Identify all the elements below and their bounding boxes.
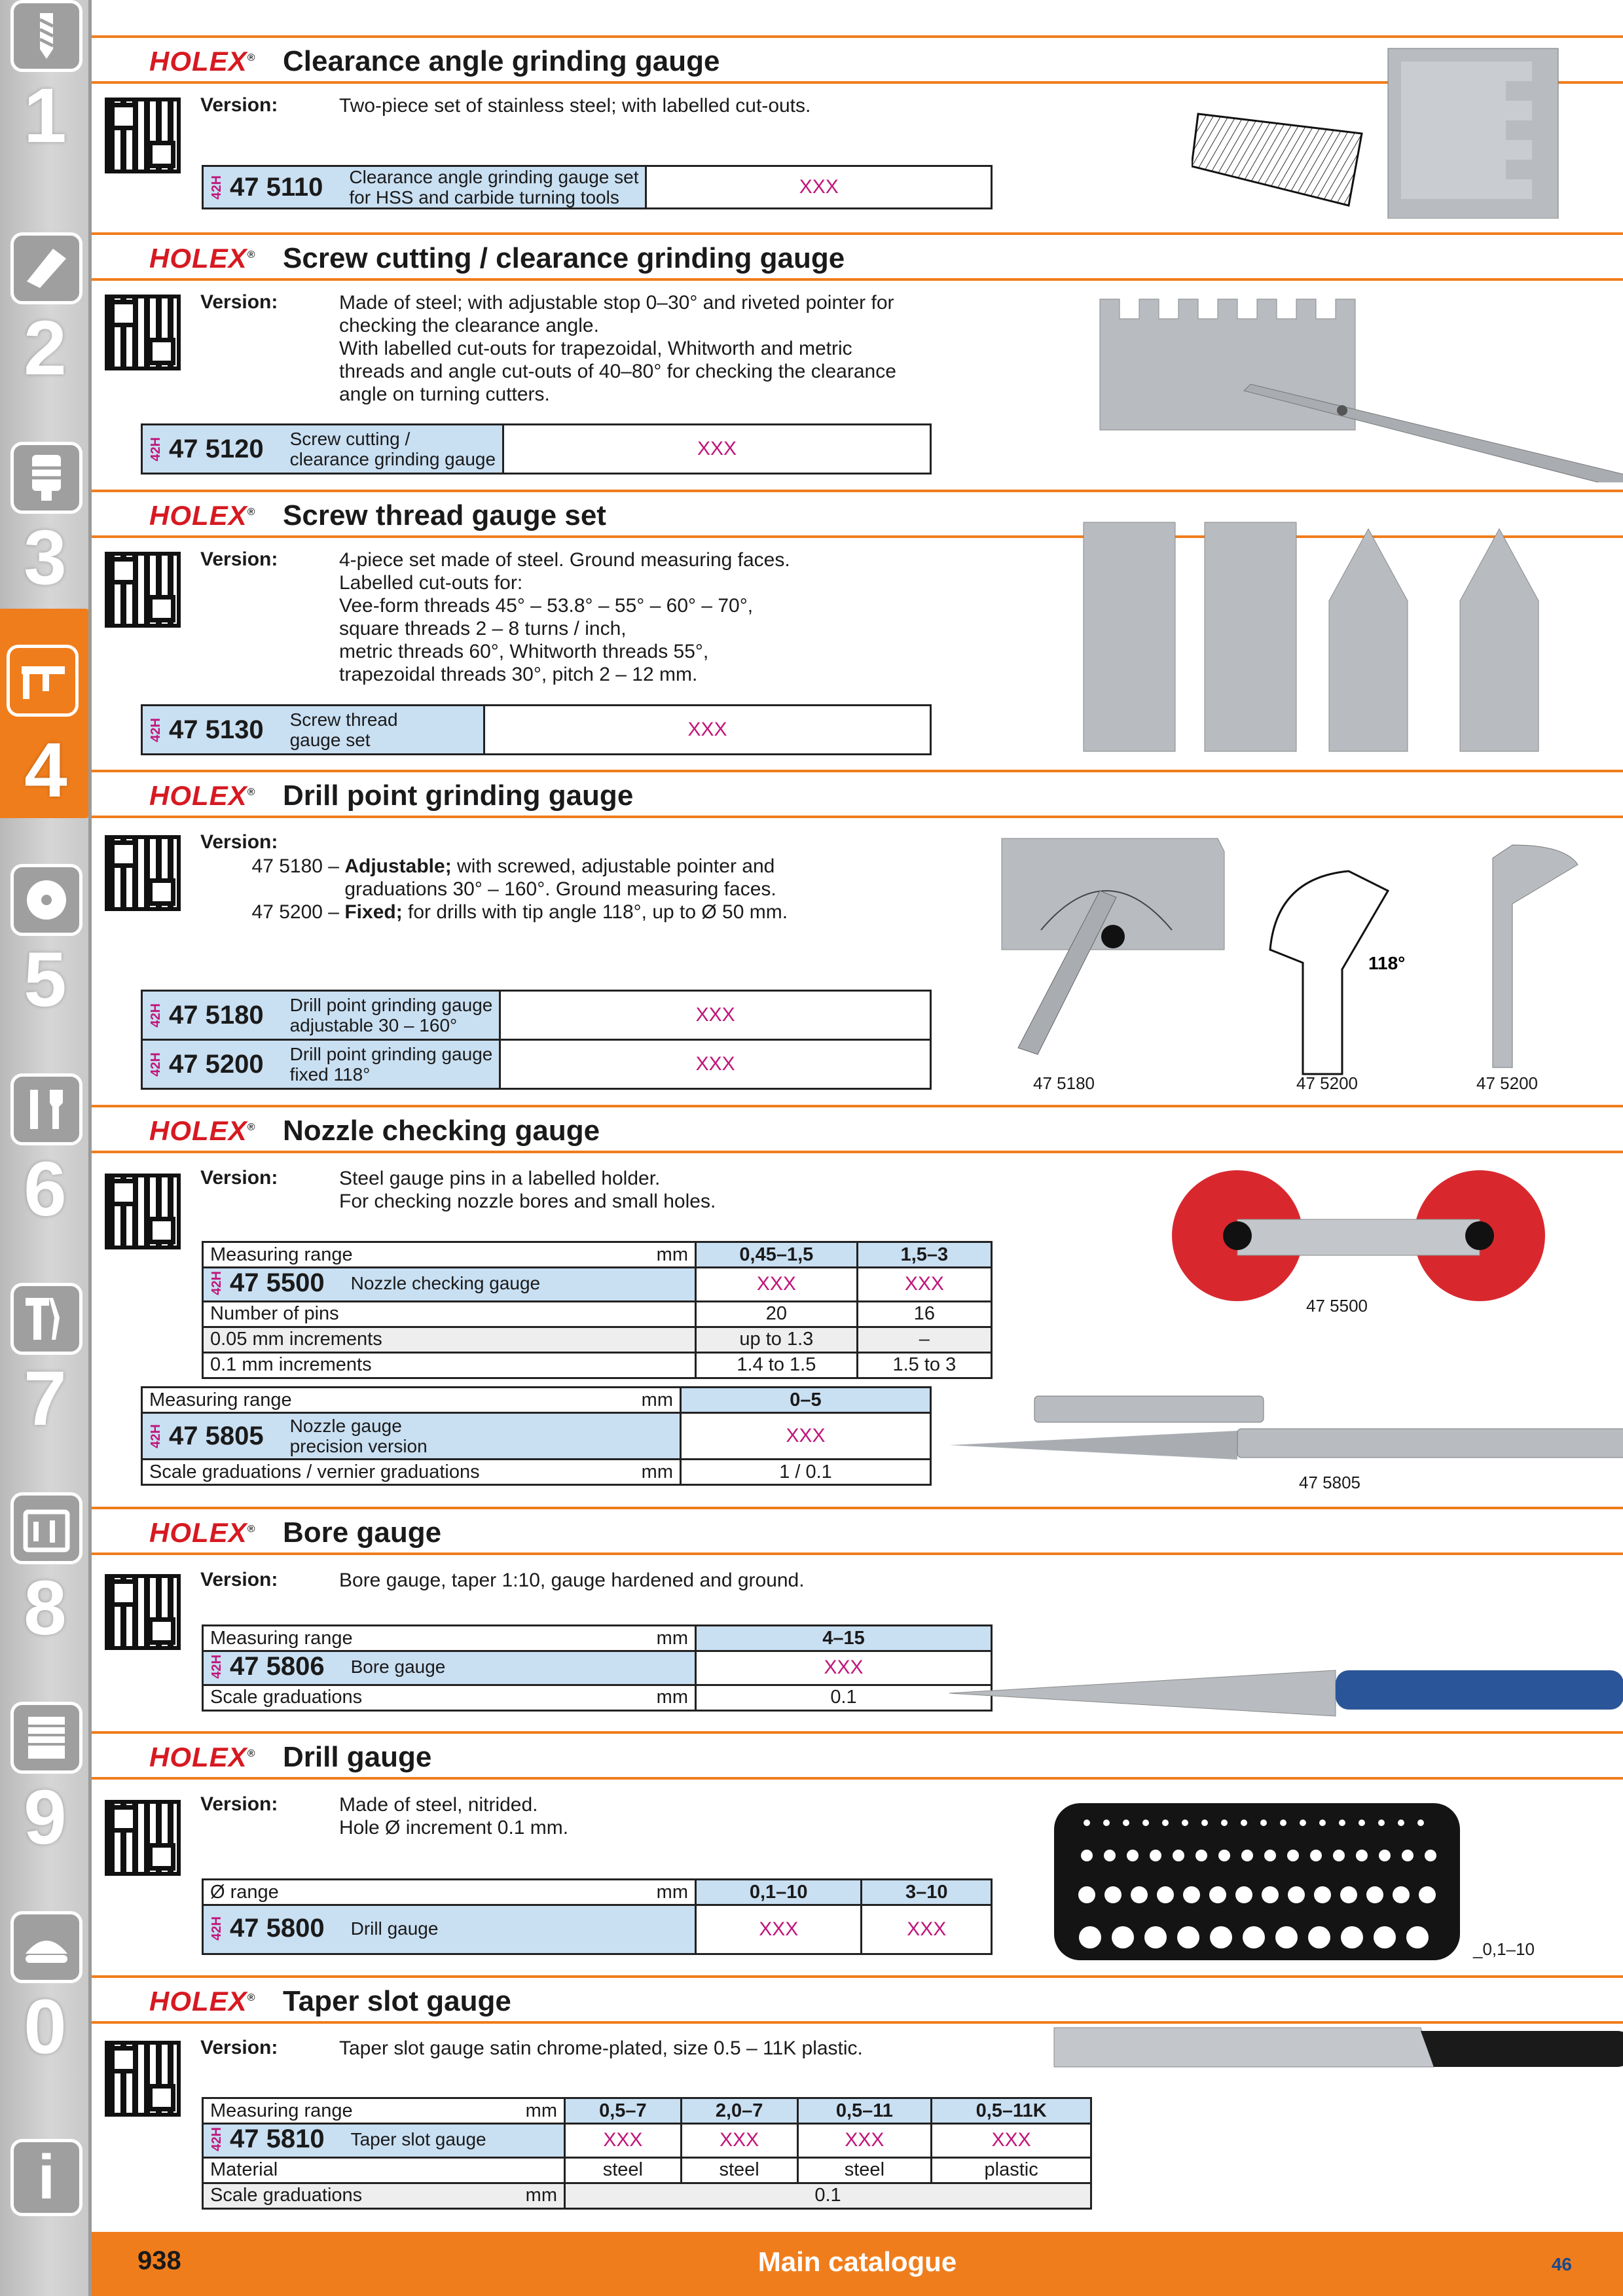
price: XXX [681,1413,931,1460]
image-caption: 47 5200 [1476,1073,1538,1093]
version-text: 4-piece set made of steel. Ground measuring faces. Labelled cut-outs for: Vee-form threads 45° – 53.8° – 55° – 60° – 70°, square threads 2 – 8 turns / inch, metric threads 60°, Whitworth threads 55°, trapezoidal threads 30°, pitch 2 – 12 mm. [339,549,790,685]
drill-point-gauge-image [989,832,1623,1081]
version-text: Taper slot gauge satin chrome-plated, size 0.5 – 11K plastic. [339,2037,863,2059]
range-column: 0,1–10 [696,1880,862,1905]
article-number[interactable]: 47 5805 [169,1421,264,1450]
product-table: 42H 47 5120 Screw cutting / clearance grinding gauge XXX [141,423,932,475]
price: XXX [696,1651,992,1685]
brand-logo: HOLEX® [149,243,256,274]
image-caption: 47 5805 [1299,1473,1360,1492]
section-title: Drill gauge [283,1741,432,1773]
price: XXX [857,1268,991,1302]
chapter-tab-9[interactable] [4,1702,86,1911]
range-column: 0,5–11 [797,2098,932,2124]
chapter-number: 8 [24,1565,67,1651]
price: XXX [696,1905,862,1954]
section-header [92,1731,1623,1780]
range-column: 0,5–11K [932,2098,1091,2124]
nozzle-gauge-table: Measuring range mm 0–5 42H 47 5805 Nozzle gauge precision version XXX Scale graduations / vernier graduations mm 1 / 0.1 [141,1386,932,1486]
catalogue-title: Main catalogue [757,2246,957,2277]
section-nozzle-checking [92,1105,1623,1511]
article-number[interactable]: 47 5500 [230,1268,325,1297]
section-title: Nozzle checking gauge [283,1115,600,1147]
article-number[interactable]: 47 5200 [169,1049,264,1079]
brand-logo: HOLEX® [149,1986,256,2017]
range-column: 4–15 [696,1626,992,1651]
price: XXX [646,166,992,209]
chapter-number: 2 [24,305,67,391]
version-row: 47 5200 – Fixed; for drills with tip angle 118°, up to Ø 50 mm. [251,901,788,923]
qr-code-icon[interactable] [105,2041,181,2117]
chapter-number: 3 [24,514,67,601]
chapter-tab-7[interactable] [4,1283,86,1492]
price: XXX [681,2124,797,2158]
pliers-icon [10,1283,82,1355]
section-header [92,232,1623,281]
page-footer [92,2232,1623,2296]
saw-icon [10,864,82,936]
screw-cutting-gauge-image [1093,293,1623,482]
brand-logo: HOLEX® [149,46,256,77]
section-bore-gauge [92,1507,1623,1736]
taper-slot-table: Measuring range mm 0,5–7 2,0–7 0,5–11 0,5–11K 42H 47 5810 Taper slot gauge XXX XXX XXX XXX Material steel steel steel plastic Scale graduations mm 0.1 [202,2097,1092,2210]
image-caption: 47 5500 [1306,1296,1368,1316]
section-title: Bore gauge [283,1516,442,1549]
version-label: Version: [200,1569,278,1590]
version-label: Version: [200,94,278,116]
price: XXX [862,1905,992,1954]
article-number[interactable]: 47 5120 [169,434,264,463]
chapter-tab-1[interactable] [4,0,86,209]
chapter-tab-4[interactable] [0,609,92,818]
drill-gauge-image [1048,1797,1467,1967]
brand-logo: HOLEX® [149,1517,256,1548]
version-label: Version: [200,1167,278,1189]
chapter-sidebar [0,0,92,2296]
chapter-tab-0[interactable] [4,1911,86,2121]
section-header [92,770,1623,818]
chapter-tab-5[interactable] [4,864,86,1073]
range-column: 0,5–7 [565,2098,682,2124]
version-label: Version: [200,548,278,570]
wrench-icon [10,1073,82,1145]
nozzle-table: Measuring range mm 0,45–1,5 1,5–3 42H 47 5500 Nozzle checking gauge XXX XXX Number of pins 20 16 0.05 mm increments up to 1.3 – 0.1 mm increments 1.4 to 1.5 1.5 to 3 [202,1241,993,1379]
article-number[interactable]: 47 5110 [230,172,323,202]
article-number[interactable]: 47 5810 [230,2125,325,2153]
article-number[interactable]: 47 5130 [169,715,264,744]
version-label: Version: [200,1793,278,1815]
cabinet-icon [10,1702,82,1774]
insert-icon [10,232,82,304]
section-drill-gauge [92,1731,1623,1980]
section-taper-slot [92,1975,1623,2224]
page-number: 938 [137,2246,181,2275]
section-header [92,1975,1623,2024]
nozzle-gauge-image [943,1393,1623,1465]
range-column: 0–5 [681,1388,931,1413]
qr-code-icon[interactable] [105,835,181,911]
price: XXX [484,706,931,755]
version-text: Two-piece set of stainless steel; with labelled cut-outs. [339,95,811,117]
clearance-gauge-image [1192,35,1611,219]
article-number[interactable]: 47 5180 [169,1000,264,1030]
section-title: Drill point grinding gauge [283,780,634,812]
chapter-tab-2[interactable] [4,232,86,442]
image-caption: 47 5180 [1033,1073,1095,1093]
chuck-icon [10,442,82,514]
price: XXX [932,2124,1091,2158]
section-screw-thread [92,490,1623,771]
screw-thread-gauge-image [1074,509,1623,758]
version-row: graduations 30° – 160°. Ground measuring faces. [344,878,776,900]
footer-small-number: 46 [1551,2254,1572,2274]
section-header [92,1105,1623,1153]
chapter-number: 5 [24,937,67,1023]
chapter-number: 7 [24,1355,67,1442]
version-label: Version: [200,831,278,853]
qr-code-icon[interactable] [105,295,181,370]
drill-icon [10,0,82,72]
article-cell: 42H 47 5110 Clearance angle grinding gauge set for HSS and carbide turning tools [203,166,646,209]
version-text: Made of steel, nitrided. Hole Ø increment 0.1 mm. [339,1794,569,1839]
price: XXX [565,2124,682,2158]
version-row: 47 5180 – Adjustable; with screwed, adjustable pointer and [251,855,775,877]
chapter-number: 4 [24,727,67,814]
brand-logo: HOLEX® [149,1115,256,1146]
chapter-number: 6 [24,1146,67,1232]
price: XXX [500,991,931,1040]
nozzle-checking-gauge-image [1126,1157,1611,1321]
chapter-tab-6[interactable] [4,1073,86,1283]
section-title: Screw thread gauge set [283,499,606,531]
taper-slot-gauge-image [1048,2021,1623,2080]
product-table: 42H 47 5130 Screw thread gauge set XXX [141,704,932,755]
version-text: Steel gauge pins in a labelled holder. For checking nozzle bores and small holes. [339,1168,716,1212]
section-title: Taper slot gauge [283,1985,511,2017]
chapter-number: 0 [24,1984,67,2070]
brand-logo: HOLEX® [149,780,256,811]
range-column: 1,5–3 [857,1242,991,1268]
price: XXX [797,2124,932,2158]
bore-gauge-table: Measuring range mm 4–15 42H 47 5806 Bore gauge XXX Scale graduations mm 0.1 [202,1624,993,1712]
version-label: Version: [200,2037,278,2058]
section-header [92,1507,1623,1555]
image-caption: _0,1–10 [1473,1939,1535,1959]
section-screw-cutting [92,232,1623,494]
image-caption: 47 5200 [1296,1073,1358,1093]
version-text: Bore gauge, taper 1:10, gauge hardened and ground. [339,1570,805,1591]
info-icon: i [10,2139,82,2216]
drill-gauge-table: Ø range mm 0,1–10 3–10 42H 47 5800 Drill gauge XXX XXX [202,1878,993,1955]
qr-code-icon[interactable] [105,98,181,173]
qr-code-icon[interactable] [105,552,181,628]
price: XXX [500,1040,931,1089]
version-text: Made of steel; with adjustable stop 0–30° and riveted pointer for checking the clearance angle. With labelled cut-outs for trapezoidal, Whitworth and metric threads and angle cut-outs of 40–80° for checking the clearance angle on turning cutters. [339,292,896,405]
range-column: 3–10 [862,1880,992,1905]
angle-label: 118° [1368,953,1406,973]
chapter-tab-8[interactable] [4,1492,86,1702]
toolbox-icon [10,1492,82,1564]
qr-code-icon[interactable] [105,1174,181,1249]
safety-icon [10,1911,82,1983]
range-column: 2,0–7 [681,2098,797,2124]
section-clearance-angle [92,35,1623,232]
section-title: Screw cutting / clearance grinding gauge [283,242,845,274]
bore-gauge-image [943,1664,1623,1723]
qr-code-icon[interactable] [105,1574,181,1650]
price: XXX [696,1268,858,1302]
product-table: 42H 47 5180 Drill point grinding gauge adjustable 30 – 160° XXX 42H 47 5200 Drill point grinding gauge fixed 118° XXX [141,990,932,1090]
price: XXX [503,425,931,474]
chapter-number: 9 [24,1774,67,1861]
brand-logo: HOLEX® [149,1742,256,1772]
article-number[interactable]: 47 5806 [230,1652,325,1681]
section-drill-point [92,770,1623,1110]
version-label: Version: [200,291,278,313]
product-table [202,165,993,209]
article-number[interactable]: 47 5800 [230,1913,325,1943]
section-title: Clearance angle grinding gauge [283,45,720,77]
range-column: 0,45–1,5 [696,1242,858,1268]
caliper-icon [7,645,79,717]
brand-logo: HOLEX® [149,500,256,531]
qr-code-icon[interactable] [105,1800,181,1876]
chapter-number: 1 [24,73,67,159]
chapter-tab-info[interactable] [4,2139,86,2231]
